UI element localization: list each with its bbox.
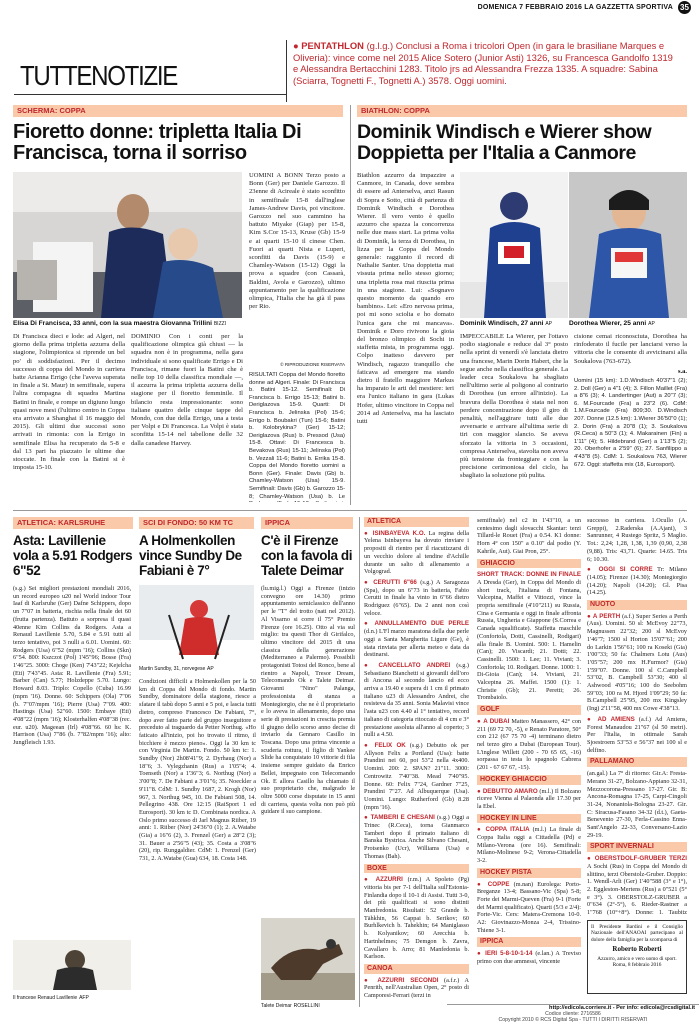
- sub-hockey-in-line: HOCKEY IN LINE: [477, 814, 581, 824]
- sub-hockey-ghiaccio: HOCKEY GHIACCIO: [477, 775, 581, 785]
- brief-oggi-si-corre: ● OGGI SI CORRE Tr: Milano (14.05); Firenze (14.30); Montegiorgio (14.20); Napoli (14.20); Gl. Pisa (14.25).: [587, 566, 687, 597]
- brief-boxe: ● AZZURRI (r.m.) A Spoleto (Pg) vittoria bis per 7-1 dell'Italia sull'Estonia-Finlandia dopo il 10-1 di Assisi. Tutti 3-0, dei più qualificati si sono distinti Manfredonia. Risultati: 52 Grande b. Tähkhin, 56 Cappai b. Serikov; 60 Burhlkevich b. Tahekhin; 64 Maniglasso b. Kolyanikov; 60 Arecchia b. Hartnhelmes; 75 Demgon b. Zavra, Cavallaro b. Arro; 81 Manfedonia b. Karlson.: [364, 876, 469, 961]
- article2-caption1: Dominik Windisch, 27 anni AP: [460, 320, 552, 327]
- article1-col2: UOMINI A BONN Terzo posto a Bonn (Ger) per Daniele Garozzo. Il 23enne di Acireale è stato sconfitto in semifinale 15-8 dall'inglese James-Andrew Davis, poi vincitore. Garozzo nel suo cammino ha battuto Miyake (Giap) per 15-8, Kim S.Cor 15-13, Kruse (Gb) 15-9 e ai quarti 15-10 il cinese Chen. Fuori ai quarti Nista e Luperi, sconfitti da Davis (15-9) e Chamley-Watson (15-12) Oggi la prova a squadre (con Cassarà, Baldini, Avola e Garozzo), ultimo appuntamento per la qualificazione olimpica, l'Italia che ha già il pass per Rio.: [249, 172, 345, 311]
- brief-canoa: ● AZZURRI SECONDI (a.f.r.) A Penrith, nell'Australian Open, 2° posto di Camporesi-Ferrari (terzi in: [364, 976, 469, 1000]
- footer-url: http://edicola.corriere.it - Per info: edicola@rcsdigital.it: [549, 1005, 695, 1011]
- section-biathlon: BIATHLON: COPPA: [357, 105, 687, 117]
- page-title: TUTTENOTIZIE: [20, 60, 178, 91]
- brief-ippica: ● IERI 5-8-10-1-14 (e.lan.) A Treviso primo con due ammessi, vincente: [477, 950, 581, 965]
- brief-slittino: ● OBERSTDOLF-GRUBER TERZI A Sochi (Rus) in Coppa del Mondo di slittino, terzi Oberstolz-Gruber. Doppio: 1. Wendl-Arlt (Ger) 1'40"588 (3° e 1°), 2. Eggleston-Mertens (Rus) a 0"521 (5° e 3°). 3. OBERSTOLZ-GRUBER a 0"634 (2°-5°), 6. Rieder-Rastner a 1"768 (10°+8°). Donne: 1. Taubitz: [587, 855, 687, 917]
- brief-hockey-in-line: ● COPPA ITALIA (m.l.) La finale di Coppa Italia oggi a Cittadella (Pd) e Milano-Verona (ore 16). Semifinali: Milano-Molinese 9-2; Verona-Cittadella 3-2.: [477, 826, 581, 865]
- sub-sport-invernali: SPORT INVERNALI: [587, 842, 687, 852]
- brief3-headline: C'è il Firenze con la favola di Talete Deimar: [261, 533, 353, 578]
- article1-rights: © RIPRODUZIONE RISERVATA: [280, 362, 345, 367]
- briefs-column-2: [477, 517, 581, 1009]
- brief-amiens: ● AD AMIENS (a.f.) Ad Amiens, Forest Manaudou 21"67 (sl 50 metri). Per l'Italia, in ottimale Sarah Sjoestroem 53"53 e 56"37 nei 100 sl e delfino.: [587, 715, 687, 754]
- sub-pallamano: PALLAMANO: [587, 757, 687, 767]
- brief-canoa-cont: semifinale) nel c2 in 1'43"10, a un centesimo dagli slovacchi Skantar: terzi Tillard-le Rouet (Fra) a 0.54. K1 donne: Horn 4° con 150" a 0.10" dal podio (Y. Kahrile, Aut). Giai Pron, 25°.: [477, 517, 581, 555]
- brief3-photo: [261, 918, 355, 1000]
- footer-copyright: Copyright 2010 © RCS Digital Spa - TUTTI I DIRITTI RISERVATI: [498, 1017, 648, 1023]
- article2-author: s.a.: [677, 368, 687, 375]
- date-line: DOMENICA 7 FEBBRAIO 2016 LA GAZZETTA SPORTIVA: [477, 4, 673, 11]
- sub-hockey-pista: HOCKEY PISTA: [477, 868, 581, 878]
- article2-photo2: [569, 172, 687, 318]
- brief-hockey-ghiaccio: ● DEBUTTO AMARO (m.l.) Il Bolzano riceve Vienna al Palaonda alle 17.30 per la Ebel.: [477, 787, 581, 810]
- sub-atletica: ATLETICA: [364, 517, 469, 527]
- top-brief-label: ● PENTATHLON: [293, 40, 364, 51]
- brief-short-track: SHORT TRACK: DONNE IN FINALE A Dresda (Ger), in Coppa del Mondo di short track, l'italiana di Fontana, Valcepina, Maffei e Vittozzi, vince la propria semifinale (4'10"211) su Russia, Cina e Germania e oggi in finale affronta Russia, Ungheria e Giappone (S.Correa e Canada squalificate). Staffetta maschile (Confortola, Dotti, Cassinelli, Rodigari) alla finale B. Uomini. 500: 1. Hamelin (Can); 20. Viscardi; 21. Dotti; 22. Cassinelli. 1500: 1. Lee; 11. Viviani; 3. Confortola; 10. Rodigari. Donne. 1000: 1. Di-Gioia (Can); 14. Viviani, 21. Valcepina 26. Maffei. 1500 (1): 1. Christie (Gb); 21. Peretti; 26. Trombaiolo.: [477, 571, 581, 702]
- brief2-photo: [139, 585, 254, 663]
- section-atletica: ATLETICA: KARLSRUHE: [13, 517, 133, 529]
- article2-col2: IMPECCABILE La Wierer, per l'ottavo podio stagionale e reduce dal 3° posto nella sprint di venerdì s'è lanciata dietro una francese, Marin Dorin Habert, che la segue anche nella classifica generale. La leader ceca Soukalova ha sbagliato nell'ultimo serie al poligono al contrario di Dorothea (un errore all'inizio). La bravura della Dorothea è stata nel non perdere concentrazione dopo il giro di penalità, nell'aggirare tutti alle due avversarie e arrivare all'ultima serie di tiri con maggior slancio. Se aveva sforzato la vittoria in 3 occasioni, compresa Anterselva, stavolta non aveva più tensione da fronteggiare e con la precisione cerimoniosa del ciclo, ha sbagliato la soluzione più pulita.: [460, 333, 568, 480]
- brief2-text: Condizioni difficili a Holmenkollen per la 50 km di Coppa del Mondo di fondo. Martin Sundby, dominatore della stagione, riesce a sfatare il tabù dopo 5 anni e 5 poi, e lascia tutti dietro, compreso Francesco De Fabiani, 7°, dopo aver fatto parte del gruppo inseguitore e preceduto al traguardo da Petter Northug. «Ho faticato all'inizio, poi ho trovato il ritmo, il bicchiere è mezzo pieno». Oggi la 30 km tc con Virginia De Martin. Fondo. 50 km tc: 1. Sundby (Nor) 2h08'41"9; 2. Dyrhaug (Nor) a 18"6; 3. Vylegzhanin (Rus) a 1'05"4; 4. Toenseth (Nor) a 1'36"3; 6. Northug (Nor) a 3'00"8; 7. De Fabiani a 3'01"6; 35. Noeckler a 9'11"8. CdM: 1. Sundby 1687, 2. Krogh (Nor) 967, 3. Northug 945, 10. De Fabiani 508, 14. Pellegrino 438. Ore 12:15 (RaiSport 1 ed Eurosport). 30 km tc D. Combinata nordica. A Oslo primo successo di Jarl Magnus Riiber, 19 anni: 1. Riiber (Nor) 24'36"0 (1); 2. A.Watabe (Gia) a 16"6 (2), 3. Frenzel (Ger) a 28"2 (3); 31. Bauer a 2'56"5 (43); 35. Costa a 3'08"6 (20), rip. Runggaldier. CdM: 1. Frenzel (Ger) 731, 2. A.Watabe (Gua) 634, 18. Costa 148.: [139, 678, 256, 863]
- section-scherma: SCHERMA: COPPA: [13, 105, 343, 117]
- brief-felix: ● FELIX OK (s.g.) Debutto ok per Allyson Felix a Portland (Usa): batte Prandini nei 60, poi 53"2 nella 4x400. Uomini. 200: 2. SPAN? 21"11. 3000: Centrowitz 7'40"38. Mead 7'40"95. Donne. 60: Felix 7"24, Gardner 7"25, Prandini 7"27. Ad Albuquerque (Usa). Uomini. Lungo: Rutherford (Gb) 8.28 (mpm '16).: [364, 741, 469, 811]
- sub-ghiaccio: GHIACCIO: [477, 559, 581, 569]
- footer: [447, 1004, 699, 1025]
- brief-isinbayeva: ● ISINBAYEVA K.O. La regina della Yelena Isinbayeva ha dovuto rinviare i propositi di rientro per il riacutizzarsi di un vecchio dolore al tendine d'Achille durante un salto di allenamento a Volgograd.: [364, 529, 469, 576]
- obituary-notice: [587, 920, 687, 994]
- brief-hockey-pista: ● COPPE (m.nan) Eurolega: Porto-Breganze 13-4; Bassano-Vic (Spa) 5-8; Forte dei Marmi-Queven (Fra) 9-1 (Forte dei Marmi qualificato). Quarti (5/3 e 2/4): Forte-Vic. Cers: Matera-Cremona 10-0. A2: Giovinazzo-Monza 2-4, Trissino-Thiene 3-1.: [477, 880, 581, 934]
- brief1-photo: [13, 940, 131, 990]
- sub-boxe: BOXE: [364, 864, 469, 874]
- brief1-caption: Il francese Renaud Lavillenie AFP: [13, 995, 89, 1001]
- article1-caption: Elisa Di Francisca, 33 anni, con la sua maestra Giovanna Trillini BIZZI: [13, 320, 227, 327]
- brief-cerutti: ● CERUTTI 6"66 (s.g.) A Saragozza (Spa), dopo un 6"73 in batteria, Fabio Cerutti in finale ha vinto in 6"66 dietro Rodriguez (6"65). Da 2 anni non così veloce.: [364, 578, 469, 617]
- sub-ippica: IPPICA: [477, 937, 581, 947]
- page-number: 35: [678, 1, 691, 14]
- top-brief: [286, 40, 680, 102]
- obituary-name: Roberto Roberti: [612, 945, 662, 954]
- brief1-text: (s.g.) Sei migliori prestazioni mondiali 2016, un record europeo u20 nel World indoor Tour Iaaf di Karlsruhe (Ger) Dafne Schippers, dopo un 7"07 in batteria, rischia nella finale dei 60 (frutta partenza). Battuto a sorpresa il quasi 40enne Kim Collins da Rodgers. Asta a Renaud Lavillenie 5.70, 5.84 e 5.91 tutti al terzo tentativo, poi 3 nulli a 6.01. Uomini. 60: Rodgers (Usa) 6"52 (mpm '16); Collins (Skn) 6"54. 800: Kszczot (Pol) 1'45"96; Bosse (Fra) 1'46"25. 3000: Choge (Ken) 7'43"22; Kejelcha (Eti) 7'43"45. Asta: R. Lavillenie (Fra) 5.91; Barber (Can) 5.77; Holzdeppe 5.70. Lungo: Howard 8.03. Triplo: Copello (Cuba) 16.99 (mpm '16). Donne. 60: Schippers (Ola) 7"06 (b. 7"07/mpm '16); Pierre (Usa) 7"09. 400: Hastings (Usa) 52"60. 1500: Embaye (Eti) 4'08"22 (mpm '16); Klosterhalfen 4'08"38 (rec. eur. u20). Mageean (Irl) 4'08"66. 60 hs: K. Harrison (Usa) 7"86 (b. 7"82/mpm '16); alto: Jungfleisch 1.93.: [13, 585, 131, 747]
- section-sci-fondo: SCI DI FONDO: 50 KM TC: [139, 517, 254, 529]
- brief2-caption: Martin Sundby, 31, norvegese AP: [139, 666, 214, 672]
- article2-results: Uomini (15 km): 1.D.Windisch 40'37"1 (2); 2. Doll (Ger) a 4"1 (4); 3. Fillon Maillet (Fra) a 8"6 (3); 4. Landertinger (Aut) a 20"7 (3); 6. M.Fourcade (Fra) a 23"2 (6). CdM: 1.M.Fourcade (Fra) 809;30. D.Windisch 207. Donne (12.5 km): 1.Wierer 36'50"0 (1); 2. Dorin (Fra) a 20"8 (1); 3. Soukalova (R.Ceca) a 50"3 (1); 4. Makarainen (Fin) a 1'11" (4); 5. Hildebrand (Ger) a 1'13"5 (2); 20. Oberhofer a 2'59" (6); 27. Sanfilippo a 4'43"8 (5). CdM: 1. Soukalova 763, Wierer 672. Oggi: staffetta mix (18, Eurosport).: [574, 378, 687, 468]
- article1-col1: Di Francisca dieci e lode: ad Algeri, nel giorno della prima tripletta azzurra della stagione, l'olimpionica si riprende un bel po' di soddisfazioni. Per il decimo successo di coppa del Mondo in carriera batte Arianna Errigo (che l'aveva superata in finale a St. Maur) in semifinale, supera l'altra compagna di squadra Martina Batini in finale, e rompe un digiuno lungo quasi nove mesi (l'ultimo centro in Coppa era arrivato a Shanghai il 16 maggio del 2015). Gli ultimi due successi sono arrivati in rimonta: con la Errigo in semifinale Elisa ha recuperato da 5-8 e dal 13 pari ha piazzato le ultime due stoccate. In finale con la Batini si è imposta 15-10.: [13, 333, 125, 472]
- brief3-text: (lu.mig.l.) Oggi a Firenze (inizio convegno ore 14.30) primo appuntamento semiclassico dell'anno per le "T" del trotto (nati nel 2012). Al Visarno si corre il 75° Premio Firenze (ore 16.25). Otto al via sul miglio: tra questi Thor di Girifalco, ultimo vincitore del 2015 di una classica della generazione (Mediterraneo a Palermo). Possibili protagonisti Totosi del Ronco, bene al rientro a Napoli, Tresor Dream, Telecomando Ok e Talete Deimar. Giovanni "Nino" Palanga, professionista di stanza a Montegiorgio, che ne è il proprietario e lo aveva in allenamento, dopo una serie di prestazioni in crescita premia il giugno dello scorso anno decise di inviarlo da Gennaro Casillo in Toscana. Dopo una prima vincente a scuderia rottura, il figlio di Yankee Slide ha conquistato 10 vittorie di fila insieme sempre guidato da Enrico Bellei, impegnato con Telecomando Ok. E allora Casillo ha chiamato il suo proprietario che, malgrado le oltre 5000 corse disputate in 15 anni di carriera, questa volta non può più guidare il suo campione.: [261, 585, 355, 816]
- divider-vertical-bottom: [359, 517, 360, 1007]
- briefs-column-3: [587, 517, 687, 917]
- divider-horizontal: [13, 510, 687, 511]
- brief-andrei: ● CANCELLATO ANDREI (s.g.) Sebastiano Bianchetti si giovanili dell'oro di Ancona al secondo lancio ed ecco arriva a 19.40 e supera di 1 cm il primato italiano u23 di Alessandro Andrei, che resisteva da 35 anni. Sonia Malavisi vince l'asta u23 con 4.40 al 1° tentativo, record italiano di categoria ritoccato di 4 cm e 3° prestazione assoluta all'anno al coperto; 3 nulli a 4.50.: [364, 661, 469, 739]
- brief-perth: ● A PERTH (a.f.) Super Series a Perth (Aus). Uomini. 50 sl: McEvoy 22"73, Magnussen 22"32; 200 sl McEvoy 1'46"7; 1500 sl Horton 15'07"61; 200 do Larkin 1'56"61; 100 ra Koseki (Gia) 1'00"33; 50 fa: Chalmers Lotu (Aus) 1'05"57; 200 mx H.Furmor? (Gia) 1'59"07. Donne. 100 sl C.Campbell 53"02, B. Campbell 53"30; 400 sl Ashwood 4'05"16; 100 do Seebohm 59"03; 100 ra M. Hjord 1'09"29; 50 fa: B.Campbell 25"95, 200 mx Kingsley (Ing) 2'11"58, 400 mx Cowe 4'38"13.: [587, 612, 687, 713]
- brief1-headline: Asta: Lavillenie vola a 5.91 Rodgers 6"52: [13, 533, 133, 578]
- brief3-caption: Talete Deimar ROSELLINI: [261, 1003, 320, 1009]
- brief-due-perle: ● ANNULLAMENTO DUE PERLE (d.n.) L'Fl marzo maratona della due perle oggi a Santa Margherita Ligure (Ge), è stata rinviata per allerta meteo e data da destinarsi.: [364, 620, 469, 659]
- brief-tamberi: ● TAMBERI E CHESANI (s.g.) Oggi a Trinec (R.Ceca), torna Gianmarco Tamberi dopo il primato italiano di Banska Bystrica. Anche Silvano Chesani, Protsenko (Ucr), Williams (Usa) e Thomas (Bah).: [364, 814, 469, 860]
- sub-nuoto: NUOTO: [587, 600, 687, 610]
- footer-code: Codice cliente: 2716586: [545, 1011, 601, 1017]
- article2-col3: cisione cemai riconosciuta, Dorothea ha rinfoderato il fucile per lanciarsi verso la vittoria che le consente di avvicinarsi alla Soukalova (763-672).: [574, 333, 687, 365]
- page-header: [0, 0, 699, 14]
- sub-golf: GOLF: [477, 705, 581, 715]
- brief-pallamano: (an.gal.) La 7° di ritorno: Gir.A: Fresta-Merano 31-27, Bolzano-Appiano 32-31, Mezzocorona-Pressano 17-27. Gir. B: Ancona-Romagna 17-25, Carpi-Cingoli 31-24, Nonantola-Bologna 23-27. Gir. C: Siracusa-Fasano 34-32 (d.t.), Gaeta-Benevento 27-30, Ferla-Cassino Enna-Sant'Angelo 22-33, Conversano-Lazio 29-19.: [587, 770, 687, 839]
- brief-ippica-cont: successo in carriera. 1.Ocullo (A. Greppi), 2.Raderska (A.Ajani), 3 Sanrunner, 4 Rustego Spritz, 5 Maglio. Tot.: 2,24; 1,28, 1,38, 1,39 (0,90, 2,38 (9,88). Tris: 43,71. Quarte: 14.65. Tris 6; 10.30.: [587, 517, 687, 563]
- article2-caption2: Dorothea Wierer, 25 anni AP: [569, 320, 655, 327]
- brief-golf: ● A DUBAI Matteo Manassero, 42° con 211 (69 72 70, -5), e Renato Paratore, 50° con 212 (67 75 70 -4) terminano dietro nel terzo giro a Dubai (European Tour). L'inglese Willett (200 - 70 65 65, -16) sorpassa in testa lo spagnolo Cabrera (201 - 67 67 67, -15).: [477, 717, 581, 772]
- divider-vertical-top: [350, 105, 351, 505]
- article1-col1b: DOMINIO Con i conti per la qualificazione olimpica già chiusi — la squadra non è in programma, nella gara individuale si sono qualificate Errigo e Di Francisca, rimane fuori la Batini che è nelle top 10 della classifica mondiale —, il azzurra la prima tripletta azzurra della stagione per il fioretto femminile. Il bilancio resta impressionante: sono italiane quattro delle cinque tappe del Mondo, con due della Errigo, una a testa per Volpi e Di Francesca. La Volpi è stata sconfitta 15-14 nel tabellone delle 32 dalla canadese Harvey.: [131, 333, 243, 447]
- obituary-text: Il Presidente Bardini e il Consiglio Nazionale dell'ANAOAI partecipano al dolore della famiglia per la scomparsa di: [591, 924, 683, 943]
- article1-results: RISULTATI Coppa del Mondo fioretto donne ad Algeri. Finale: Di Francisca b. Batini 15-12. Semifinali: Di Francisca b. Errigo 15-13; Batini b. Deriglazova 15-9. Quarti: Di Francisca b. Jelinska (Pol) 15-6; Errigo b. Boubakri (Tun) 15-6; Batini b. Kolobrykina? (Ger) 15-12; Deriglazova (Rus) b. Pressod (Usa) 15-8. Ottavi: Di Francesca b. Bevakova (Rus) 15-11; Jelinska (Pol) b. Vezzali 11-6; Batini b. Errika 15-8. Coppa del Mondo fioretto uomini a Bonn (Ger). Finale: Davis (Gb) b. Chamley-Watson (Usa) 15-9. Semifinali: Davis (Gb) b. Garozzo 15-8; Chamley-Watson (Usa) b. Le: [249, 372, 345, 500]
- brief2-headline: A Holmenkollen vince Sundby De Fabiani è 7°: [139, 533, 242, 578]
- top-brief-text: ● PENTATHLON (g.l.g.) Conclusi a Roma i tricolori Open (in gara le brasiliane Marques e Oliveria): vince come nel 2015 Alice Sotero (Junior Asti) 1326, su Francesca Gandolfo 1319 e Alessandra Bertacchini 1283. Titolo jrs ad Alessandra Frezza 1335. A squadre: Sabina (Sciarra, Tognetti F., Tognetti A.) 3578. Oggi uomini.: [293, 40, 673, 86]
- article2-headline: Dominik Windisch e Wierer show Doppietta per l'Italia a Canmore: [357, 121, 652, 164]
- title-rule: [14, 94, 286, 95]
- obituary-sub: Azzurro, amico e vero uomo di sport. Roma, 8 febbraio 2016: [597, 955, 677, 969]
- article2-photo1: [460, 172, 568, 318]
- sub-canoa: CANOA: [364, 964, 469, 974]
- briefs-column-1: [364, 517, 469, 1009]
- article2-col1: Biathlon azzurro da impazzire a Canmore, in Canada, dove sembra di essere ad Anterselva, anzi Rasun di Sopra e Sotto, città di partenza di Dominik Windisch e Dorothea Wierer. Il vero vento è quello azzurro che spazza la concorrenza nelle due mass start. La prima volta di Dominik, la terza di Dorothea, in lizza per la Coppa del Mondo generale: raggiunto il record di Nathalie Santer. Una doppietta mai vissuta prima nello stesso giorno; una tripletta rosa mai riuscita prima in una stagione. Lui: «Sognavo questo momento da quando ero bambino». Lei: «Ero nervosa prima, poi mi sono sciolta e ho domato l'unica gara che mi mancava». Dominik e Doro rivivono la gioia del bronzo olimpico di Sochi in staffetta mista, in programma oggi. Colpo inatteso davvero per Windisch, ragazzo tranquillo che faticava ad emergere ma stando dietro il fratello maggiore Markus ha imparato le arti del mestiere: ieri era l'unico italiano in gara (Lukas Hofer, ultimo vincitore in Coppa nel 2014 ad Anterselva, ma ha lasciato tutti: [357, 172, 454, 426]
- article1-photo: [13, 172, 242, 318]
- article1-headline: Fioretto donne: tripletta Italia Di Francisca, torna il sorriso: [13, 121, 302, 164]
- section-ippica: IPPICA: [261, 517, 353, 529]
